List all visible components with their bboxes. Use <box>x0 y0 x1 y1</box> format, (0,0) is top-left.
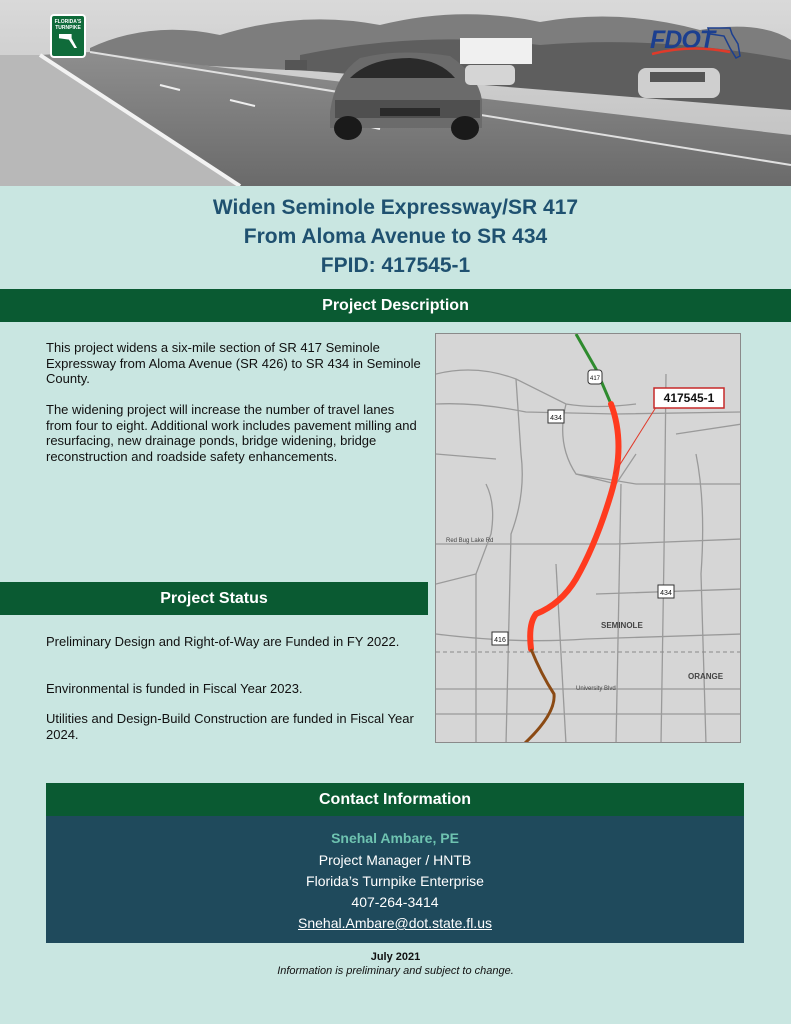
sr417-north-segment <box>576 334 611 404</box>
county-label-orange: ORANGE <box>688 672 724 681</box>
project-location-map <box>435 333 741 743</box>
status-paragraph-1: Preliminary Design and Right-of-Way are Funded in FY 2022. <box>46 634 400 649</box>
contact-phone: 407-264-3414 <box>351 894 439 910</box>
turnpike-logo <box>50 14 86 58</box>
road-label-university: University Blvd <box>576 686 616 692</box>
sr417-project-segment <box>530 404 618 649</box>
florida-shape-icon <box>59 34 77 48</box>
florida-outline-icon <box>650 22 745 62</box>
contact-information-heading: Contact Information <box>46 783 744 816</box>
road-label-red-bug: Red Bug Lake Rd <box>446 538 494 544</box>
status-paragraph-3: Utilities and Design-Build Construction are funded in Fiscal Year 2024. <box>46 711 414 742</box>
contact-name: Snehal Ambare, PE <box>331 830 459 846</box>
map-svg <box>436 334 741 743</box>
project-status-heading: Project Status <box>0 582 428 615</box>
fdot-logo <box>650 22 745 62</box>
publication-date: July 2021 <box>370 951 421 963</box>
contact-organization: Florida’s Turnpike Enterprise <box>306 873 484 889</box>
contact-information-box <box>46 816 744 943</box>
disclaimer-note: Information is preliminary and subject to change. <box>277 965 514 977</box>
shield-416-label: 416 <box>494 637 506 644</box>
sr417-south-segment <box>524 649 554 743</box>
contact-role: Project Manager / HNTB <box>318 852 472 868</box>
contact-email-link[interactable]: Snehal.Ambare@dot.state.fl.us <box>298 915 492 931</box>
shield-434-a-label: 434 <box>550 415 562 422</box>
project-description-heading: Project Description <box>0 289 791 322</box>
turnpike-logo-text: FLORIDA'S TURNPIKE <box>54 19 82 31</box>
title-line-2: From Aloma Avenue to SR 434 <box>243 225 548 248</box>
shield-417-label: 417 <box>589 376 601 382</box>
title-fpid: FPID: 417545-1 <box>320 254 471 277</box>
project-title <box>0 193 791 280</box>
fdot-logo-text: FDOT <box>650 26 715 54</box>
status-paragraph-2: Environmental is funded in Fiscal Year 2023. <box>46 681 303 696</box>
callout-label: 417545-1 <box>663 391 715 405</box>
description-paragraph-2: The widening project will increase the number of travel lanes from four to eight. Additional work includes pavement milling and resurfacing, new drainage ponds, bridge widening, bridge reconstruction and roadside safety enhancements. <box>46 402 417 464</box>
hero-photo <box>0 0 791 186</box>
county-label-seminole: SEMINOLE <box>601 621 643 630</box>
description-paragraph-1: This project widens a six-mile section of SR 417 Seminole Expressway from Aloma Avenue (SR 426) to SR 434 in Seminole County. <box>46 340 421 386</box>
title-line-1: Widen Seminole Expressway/SR 417 <box>212 196 579 219</box>
shield-434-b-label: 434 <box>660 590 672 597</box>
